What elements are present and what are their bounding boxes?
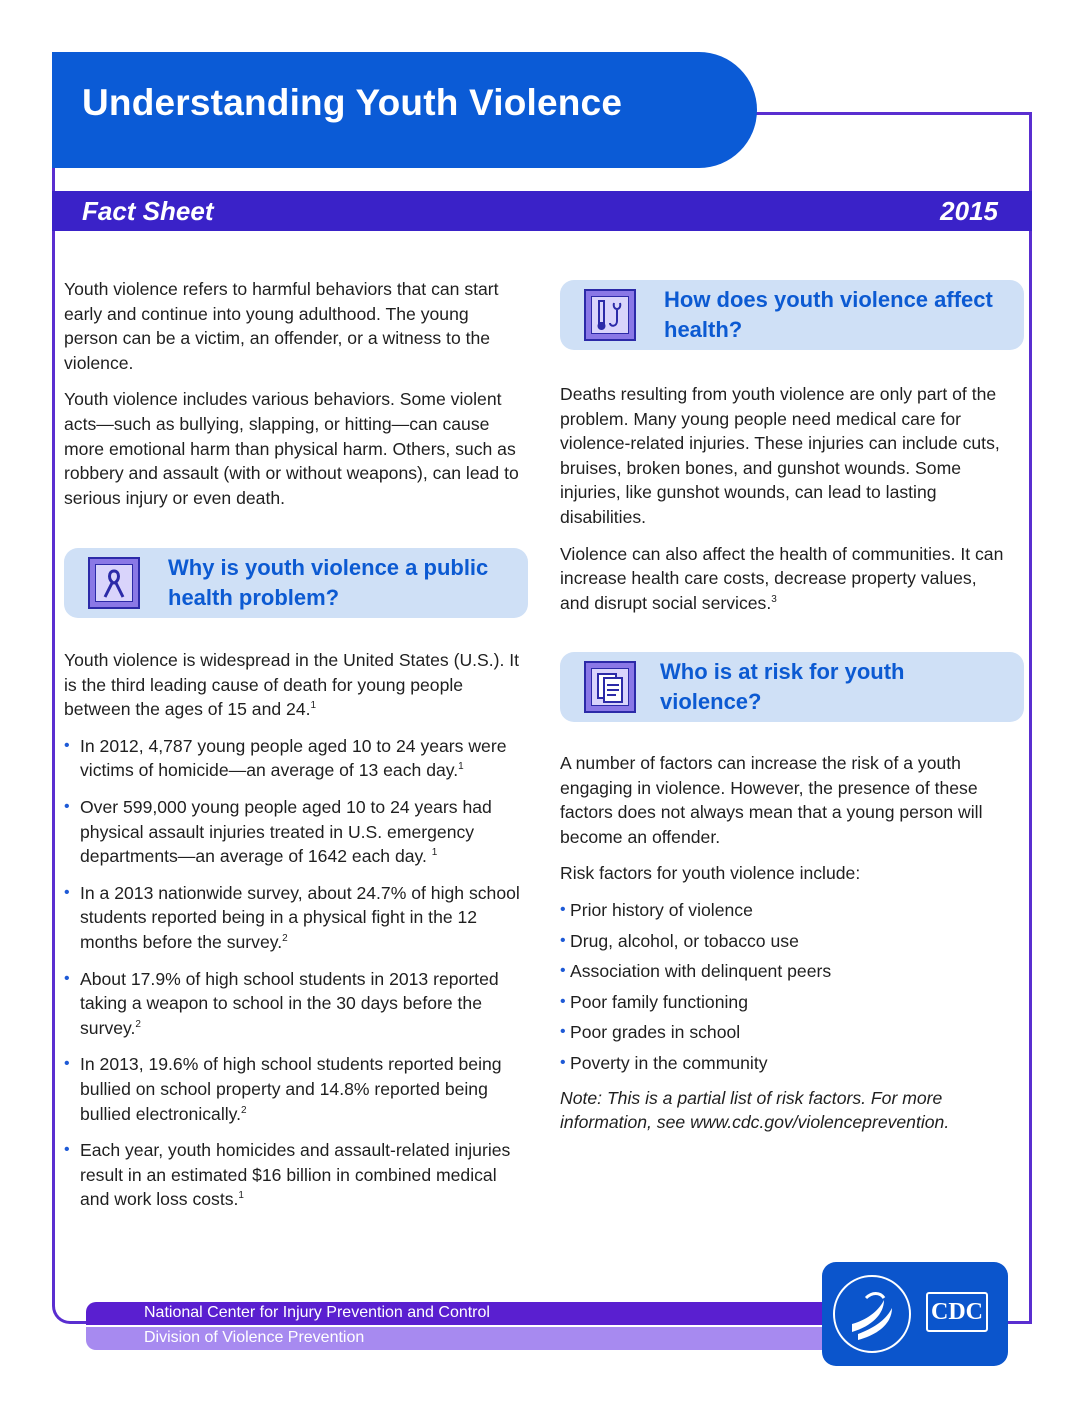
risk-factor-list — [560, 898, 1006, 1076]
risk-content — [560, 751, 1006, 1147]
section-heading: Who is at risk for youth violence? — [660, 659, 905, 714]
list-item: • Over 599,000 young people aged 10 to 24 years had physical assault injuries treated in U.S. emergency departments—an average of 1642 each day. $^1$ — [64, 795, 526, 869]
section-header-risk — [560, 652, 1024, 722]
list-item: • Poor family functioning — [560, 990, 1006, 1015]
list-item: • Prior history of violence — [560, 898, 1006, 923]
page-title: Understanding Youth Violence — [82, 82, 623, 123]
footer-division-name: Division of Violence Prevention — [144, 1329, 365, 1346]
ribbon-icon — [88, 557, 140, 609]
section-header-health — [560, 280, 1024, 350]
list-item: • Poor grades in school — [560, 1020, 1006, 1045]
left-column — [64, 277, 526, 522]
fact-sheet-bar — [52, 191, 1032, 231]
section-heading: Why is youth violence a public health problem? — [168, 555, 489, 610]
logo-panel — [822, 1262, 1008, 1366]
year-label: 2015 — [940, 196, 998, 226]
fact-sheet-label: Fact Sheet — [82, 196, 214, 226]
public-health-paragraph: Youth violence is widespread in the United States (U.S.). It is the third leading cause of death for young people between the ages of 15 and 24.$^1$ — [64, 650, 520, 720]
public-health-content — [64, 648, 526, 1224]
list-item: • In 2012, 4,787 young people aged 10 to 24 years were victims of homicide—an average of 13 each day.$^1$ — [64, 734, 526, 783]
health-content — [560, 382, 1006, 627]
section-heading: How does youth violence affect health? — [664, 287, 993, 342]
list-item: • Drug, alcohol, or tobacco use — [560, 929, 1006, 954]
risk-paragraph: A number of factors can increase the risk of a youth engaging in violence. However, the presence of these factors does not always mean that a young person will become an offender. — [560, 753, 983, 847]
footer-center-name: National Center for Injury Prevention and Control — [144, 1304, 490, 1321]
list-item: • Poverty in the community — [560, 1051, 1006, 1076]
health-paragraph: Violence can also affect the health of communities. It can increase health care costs, decrease property values, and disrupt social services.$^3$ — [560, 543, 1004, 613]
intro-paragraph: Youth violence refers to harmful behaviors that can start early and continue into young adulthood. The young person can be a victim, an offender, or a witness to the violence. — [64, 279, 499, 373]
list-item: • In 2013, 19.6% of high school students reported being bullied on school property and 14.8% reported being bullied electronically.$^2$ — [64, 1052, 526, 1126]
footer-bar-center — [86, 1302, 894, 1325]
list-item: • In a 2013 nationwide survey, about 24.7% of high school students reported being in a physical fight in the 12 months before the survey.$^2$ — [64, 881, 526, 955]
list-item: • About 17.9% of high school students in 2013 reported taking a weapon to school in the 30 days before the survey.$^2$ — [64, 967, 526, 1041]
risk-intro: Risk factors for youth violence include: — [560, 863, 861, 884]
documents-icon — [584, 661, 636, 713]
cdc-logo: CDC — [926, 1292, 988, 1332]
list-item: • Each year, youth homicides and assault-related injuries result in an estimated $16 billion in combined medical and work loss costs.$^1$ — [64, 1138, 526, 1212]
intro-paragraph: Youth violence includes various behaviors. Some violent acts—such as bullying, slapping, or hitting—can cause more emotional harm than physical harm. Others, such as robbery and assault (with or without weapons), can lead to serious injury or even death. — [64, 389, 519, 508]
note-text: Note: This is a partial list of risk factors. For more information, see www.cdc.gov/violenceprevention. — [560, 1087, 950, 1133]
footer-bar-division — [86, 1327, 826, 1350]
list-item: • Association with delinquent peers — [560, 959, 1006, 984]
health-paragraph: Deaths resulting from youth violence are only part of the problem. Many young people need medical care for violence-related injuries. These injuries can include cuts, bruises, broken bones, and gunshot wounds. Some injuries, like gunshot wounds, can lead to lasting disabilities. — [560, 384, 1000, 527]
thermometer-stethoscope-icon — [584, 289, 636, 341]
section-header-public-health — [64, 548, 528, 618]
statistics-list — [64, 734, 526, 1212]
